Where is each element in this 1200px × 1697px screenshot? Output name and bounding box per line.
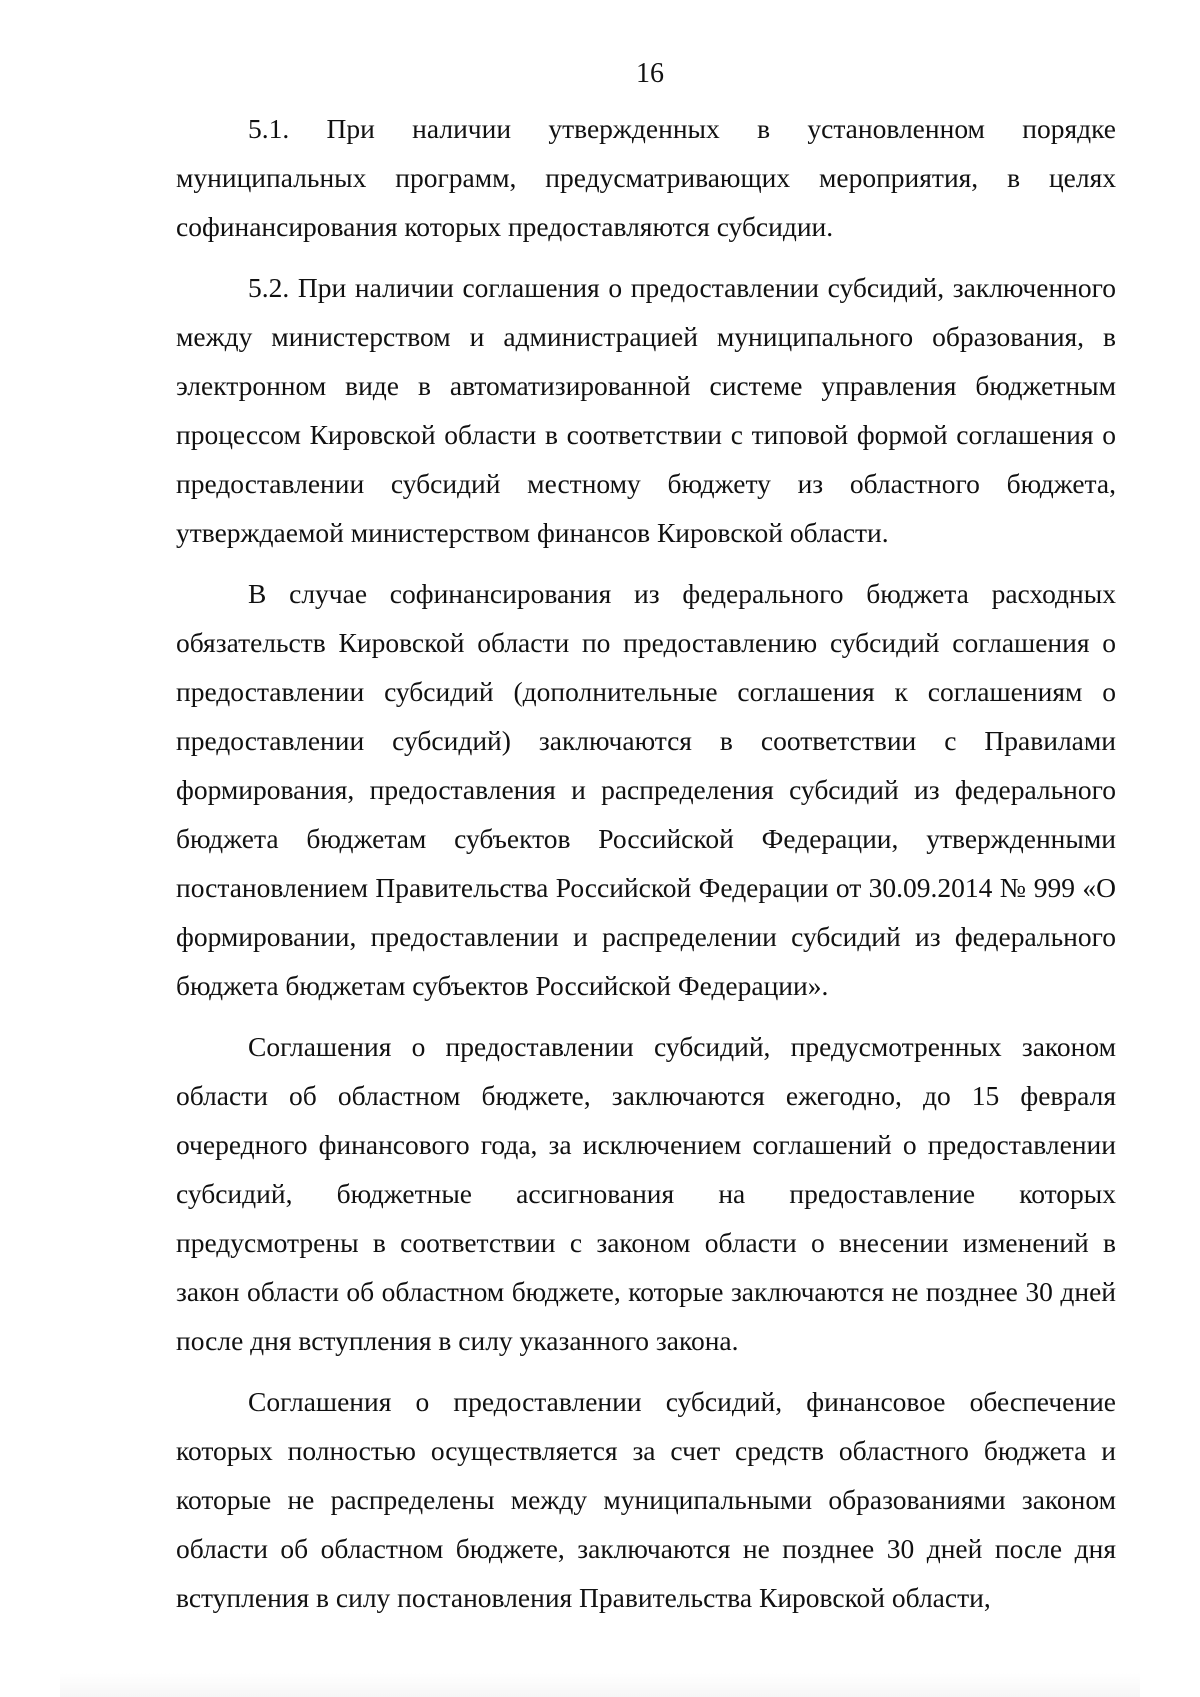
paragraph-regional-agreements: Соглашения о предоставлении субсидий, финансовое обеспечение которых полностью осуществляется за счет средств областного бюджета и которые не распределены между муниципальными образованиями законом области об областном бюджете, заключаются не позднее 30 дней после дня вступления в силу постановления Правительства Кировской области, (176, 1386, 1116, 1613)
page-number: 16 (636, 58, 664, 89)
paragraph-5-1: 5.1. При наличии утвержденных в установленном порядке муниципальных программ, предусматривающих мероприятия, в целях софинансирования которых предоставляются субсидии. (176, 113, 1116, 242)
scan-bottom-edge (60, 1673, 1140, 1697)
paragraph-federal-cofinancing: В случае софинансирования из федерального бюджета расходных обязательств Кировской области по предоставлению субсидий соглашения о предоставлении субсидий (дополнительные соглашения к соглашениям о предоставлении субсидий) заключаются в соответствии с Правилами формирования, предоставления и распределения субсидий из федерального бюджета бюджетам субъектов Российской Федерации, утвержденными постановлением Правительства Российской Федерации от 30.09.2014 № 999 «О формировании, предоставлении и распределении субсидий из федерального бюджета бюджетам субъектов Российской Федерации». (176, 578, 1116, 1001)
paragraph-5-2: 5.2. При наличии соглашения о предоставлении субсидий, заключенного между министерством и администрацией муниципального образования, в электронном виде в автоматизированной системе управления бюджетным процессом Кировской области в соответствии с типовой формой соглашения о предоставлении субсидий местному бюджету из областного бюджета, утверждаемой министерством финансов Кировской области. (176, 272, 1116, 548)
paragraph-annual-agreements: Соглашения о предоставлении субсидий, предусмотренных законом области об областном бюджете, заключаются ежегодно, до 15 февраля очередного финансового года, за исключением соглашений о предоставлении субсидий, бюджетные ассигнования на предоставление которых предусмотрены в соответствии с законом области о внесении изменений в закон области об областном бюджете, которые заключаются не позднее 30 дней после дня вступления в силу указанного закона. (176, 1031, 1116, 1356)
document-body (176, 104, 1116, 1622)
